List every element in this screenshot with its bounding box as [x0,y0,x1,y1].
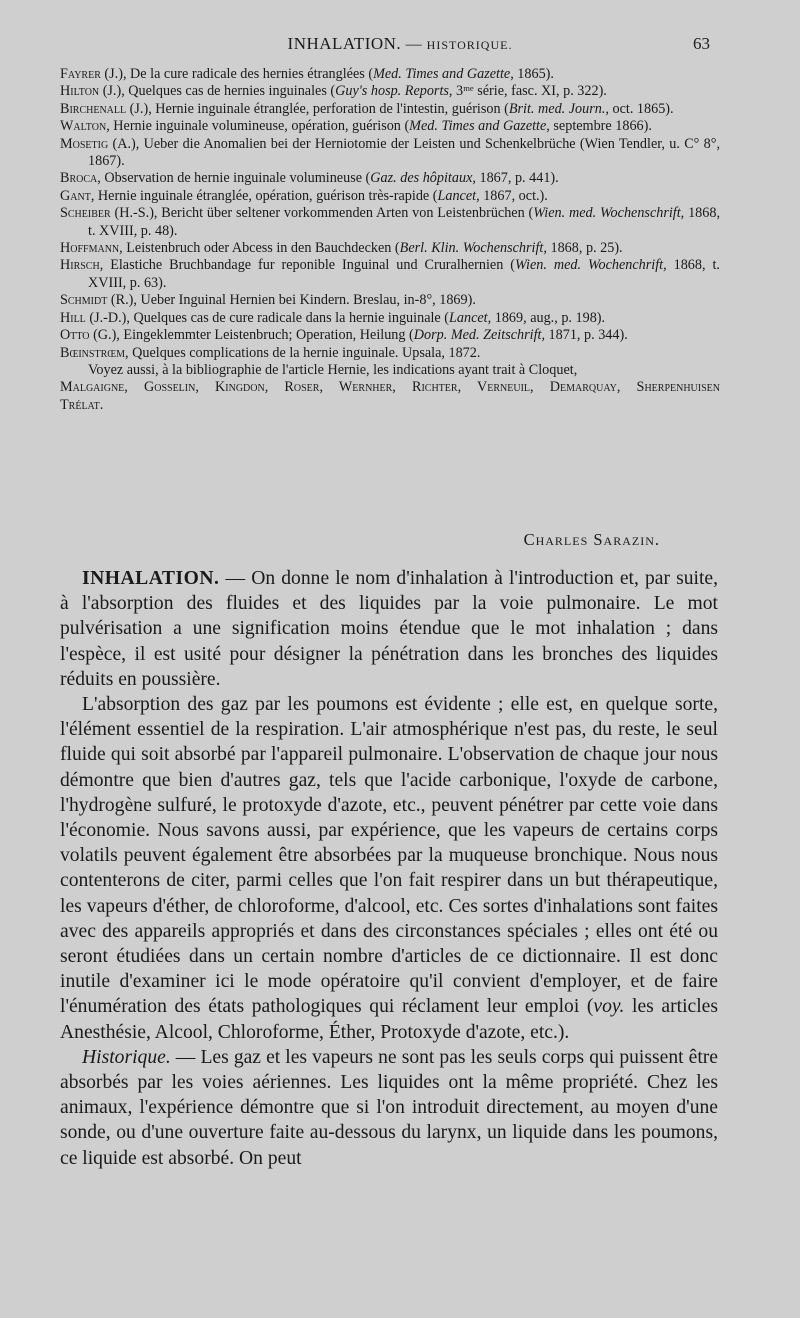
bibliography-entry: Broca, Observation de hernie inguinale volumineuse (Gaz. des hôpitaux, 1867, p. 441). [60,170,559,187]
bibliography-entry: Schmidt (R.), Ueber Inguinal Hernien bei Kindern. Breslau, in-8°, 1869). [60,292,476,309]
bibliography-entry: Hill (J.-D.), Quelques cas de cure radicale dans la hernie inguinale (Lancet, 1869, aug., p. 198). [60,309,606,326]
see-also-names: Malgaigne, Gosselin, Kingdon, Roser, Wernher, Richter, Verneuil, Demarquay, Sherpenhuisen [60,379,720,396]
running-title [0,34,800,54]
running-title-main: INHALATION. [287,34,402,53]
bibliography-entry: Mosetig (A.), Ueber die Anomalien bei der Herniotomie der Leisten und Schenkelbrüche (Wien Tendler, u. C° 8°, 1867). [60,135,720,170]
bibliography [60,66,720,414]
bibliography-entry: Birchenall (J.), Hernie inguinale étranglée, perforation de l'intestin, guérison (Brit. med. Journ., oct. 1865). [60,100,674,117]
article-headword: INHALATION. [82,568,220,589]
bibliography-entry: Scheiber (H.-S.), Bericht über seltener vorkommenden Arten von Leistenbrüchen (Wien. med. Wochenschrift, 1868, t. XVIII, p. 48). [60,205,720,239]
bibliography-entry: Fayrer (J.), De la cure radicale des hernies étranglées (Med. Times and Gazette, 1865). [60,66,554,82]
running-title-dash: — [405,36,423,53]
bibliography-entry: Hirsch, Elastiche Bruchbandage fur reponible Inguinal und Cruralhernien (Wien. med. Wochenchrift, 1868, t. XVIII, p. 63). [60,257,720,291]
see-also-note: Voyez aussi, à la bibliographie de l'article Hernie, les indications ayant trait à Cloquet, [88,361,578,378]
bibliography-entry: Gant, Hernie inguinale étranglée, opération, guérison très-rapide (Lancet, 1867, oct.). [60,187,548,204]
article-paragraph: L'absorption des gaz par les poumons est évidente ; elle est, en quelque sorte, l'élément essentiel de la respiration. L'air atmosphérique n'est pas, du reste, le seul fluide qui soit absorbé par l'appareil pulmonaire. L'observation de chaque jour nous démontre que bien d'autres gaz, tels que l'acide carbonique, l'oxyde de carbone, l'hydrogène sulfuré, le protoxyde d'azote, etc., peuvent pénétrer par cette voie dans l'économie. Nous savons aussi, par expérience, que les vapeurs de certains corps volatils peuvent également être absorbées par la muqueuse bronchique. Nous nous contenterons de citer, parmi celles que l'on fait respirer dans un but thérapeutique, les vapeurs d'éther, de chloroforme, d'alcool, etc. Ces sortes d'inhalations sont faites avec des appareils appropriés et dans des circonstances spéciales ; elles ont été ou seront étudiées dans un certain nombre d'articles de ce dictionnaire. Il est donc inutile d'examiner ici le mode opératoire qu'il convient d'employer, et de faire l'énumération des états pathologiques qui réclament leur emploi (voy. les articles Anesthésie, Alcool, Chloroforme, Éther, Protoxyde d'azote, etc.). [60,694,718,1043]
running-title-sub: HISTORIQUE. [426,38,513,52]
article-body [60,566,718,1171]
author-signature: Charles Sarazin. [523,530,660,549]
running-header [0,34,800,58]
bibliography-entry: Hoffmann, Leistenbruch oder Abcess in den Bauchdecken (Berl. Klin. Wochenschrift, 1868, p. 25). [60,240,623,257]
bibliography-entry: Otto (G.), Eingeklemmter Leistenbruch; Operation, Heilung (Dorp. Med. Zeitschrift, 1871, p. 344). [60,327,628,344]
bibliography-entry: Walton, Hernie inguinale volumineuse, opération, guérison (Med. Times and Gazette, septembre 1866). [60,118,652,135]
page-number: 63 [693,34,710,53]
article-paragraph: Historique. — Les gaz et les vapeurs ne sont pas les seuls corps qui puissent être absorbés par les voies aériennes. Les liquides ont la même propriété. Chez les animaux, l'expérience démontre que si l'on introduit directement, au moyen d'une sonde, ou d'une ouverture faite au-dessous du larynx, un liquide dans les poumons, ce liquide est absorbé. On peut [60,1046,718,1169]
bibliography-entry: Bœinstrœm, Quelques complications de la hernie inguinale. Upsala, 1872. [60,344,481,361]
article-paragraph: INHALATION. — On donne le nom d'inhalation à l'introduction et, par suite, à l'absorption des fluides et des liquides par la voie pulmonaire. Le mot pulvérisation a une signification moins étendue que le mot inhalation ; dans l'espèce, il est usité pour désigner la pénétration dans les bronches des liquides réduits en poussière. [60,568,718,690]
see-also-last: Trélat. [60,396,104,413]
bibliography-entry: Hilton (J.), Quelques cas de hernies inguinales (Guy's hosp. Reports, 3ᵐᵉ série, fasc. XI, p. 322). [60,83,607,100]
section-label: Historique. [82,1046,171,1068]
